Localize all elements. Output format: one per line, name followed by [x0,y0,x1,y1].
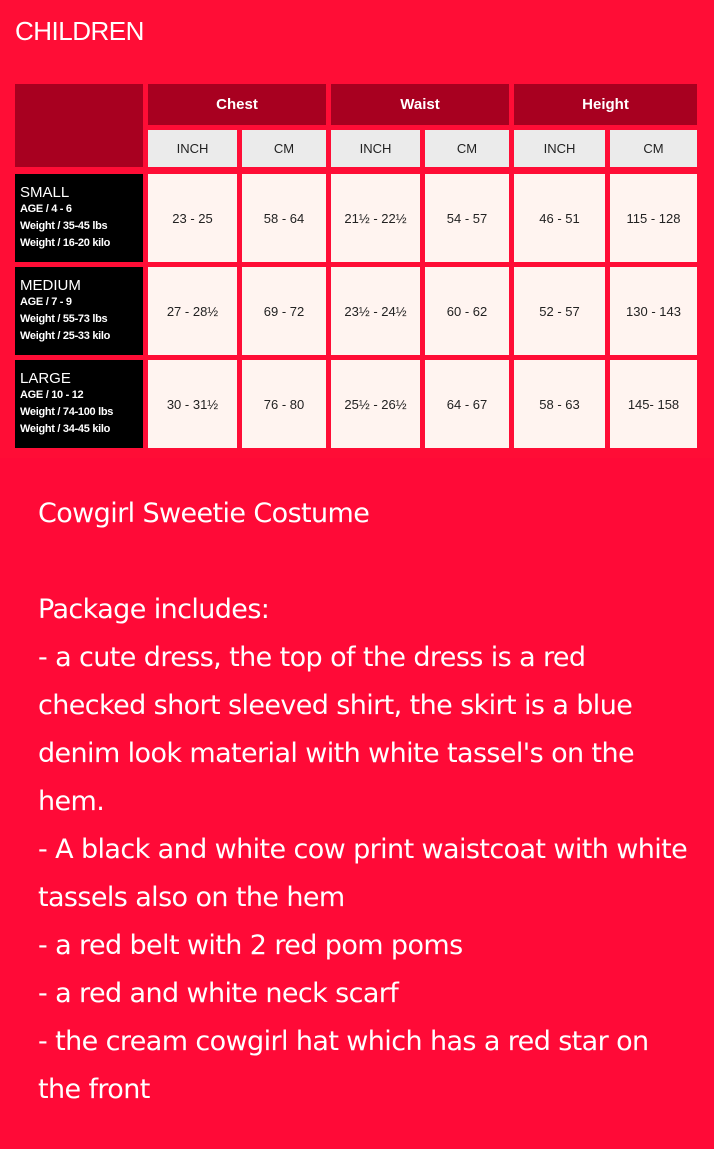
unit-header: INCH [148,130,237,167]
size-chart-section [0,0,714,458]
section-title: CHILDREN [15,16,144,46]
size-age: AGE / 4 - 6 [20,203,72,215]
table-cell: 64 - 67 [425,360,509,448]
table-cell: 54 - 57 [425,174,509,262]
unit-header: CM [610,130,697,167]
size-name: MEDIUM [20,277,81,294]
package-item: - the cream cowgirl hat which has a red star on the front [38,1026,649,1105]
table-corner [15,84,143,167]
table-cell: 30 - 31½ [148,360,237,448]
package-item: - A black and white cow print waistcoat with white tassels also on the hem [38,834,688,913]
table-cell: 58 - 64 [242,174,326,262]
unit-header: CM [425,130,509,167]
table-cell: 60 - 62 [425,267,509,355]
group-header-waist: Waist [331,84,509,125]
table-cell: 25½ - 26½ [331,360,420,448]
size-name: SMALL [20,184,70,201]
table-cell: 46 - 51 [514,174,605,262]
table-cell: 23½ - 24½ [331,267,420,355]
unit-header: CM [242,130,326,167]
table-cell: 52 - 57 [514,267,605,355]
unit-header: INCH [331,130,420,167]
size-label-small [15,174,143,262]
size-weight-lbs: Weight / 35-45 lbs [20,220,108,232]
size-weight-lbs: Weight / 55-73 lbs [20,313,108,325]
group-header-chest: Chest [148,84,326,125]
size-label-medium [15,267,143,355]
table-cell: 27 - 28½ [148,267,237,355]
size-weight-kilo: Weight / 25-33 kilo [20,330,111,342]
package-item: - a cute dress, the top of the dress is a red checked short sleeved shirt, the skirt is a blue denim look material with white tassel's on the hem. [38,642,634,817]
size-name: LARGE [20,370,71,387]
package-item: - a red and white neck scarf [38,978,399,1009]
table-cell: 130 - 143 [610,267,697,355]
table-cell: 69 - 72 [242,267,326,355]
size-label-large [15,360,143,448]
package-item: - a red belt with 2 red pom poms [38,930,463,961]
table-cell: 58 - 63 [514,360,605,448]
unit-header: INCH [514,130,605,167]
size-weight-lbs: Weight / 74-100 lbs [20,406,114,418]
table-cell: 76 - 80 [242,360,326,448]
table-cell: 23 - 25 [148,174,237,262]
package-heading: Package includes: [38,594,270,625]
size-weight-kilo: Weight / 16-20 kilo [20,237,111,249]
size-weight-kilo: Weight / 34-45 kilo [20,423,111,435]
size-age: AGE / 10 - 12 [20,389,84,401]
product-description [38,490,698,1114]
table-cell: 115 - 128 [610,174,697,262]
table-cell: 21½ - 22½ [331,174,420,262]
table-cell: 145- 158 [610,360,697,448]
group-header-height: Height [514,84,697,125]
product-title: Cowgirl Sweetie Costume [38,498,370,529]
spacer [38,538,698,586]
size-age: AGE / 7 - 9 [20,296,72,308]
